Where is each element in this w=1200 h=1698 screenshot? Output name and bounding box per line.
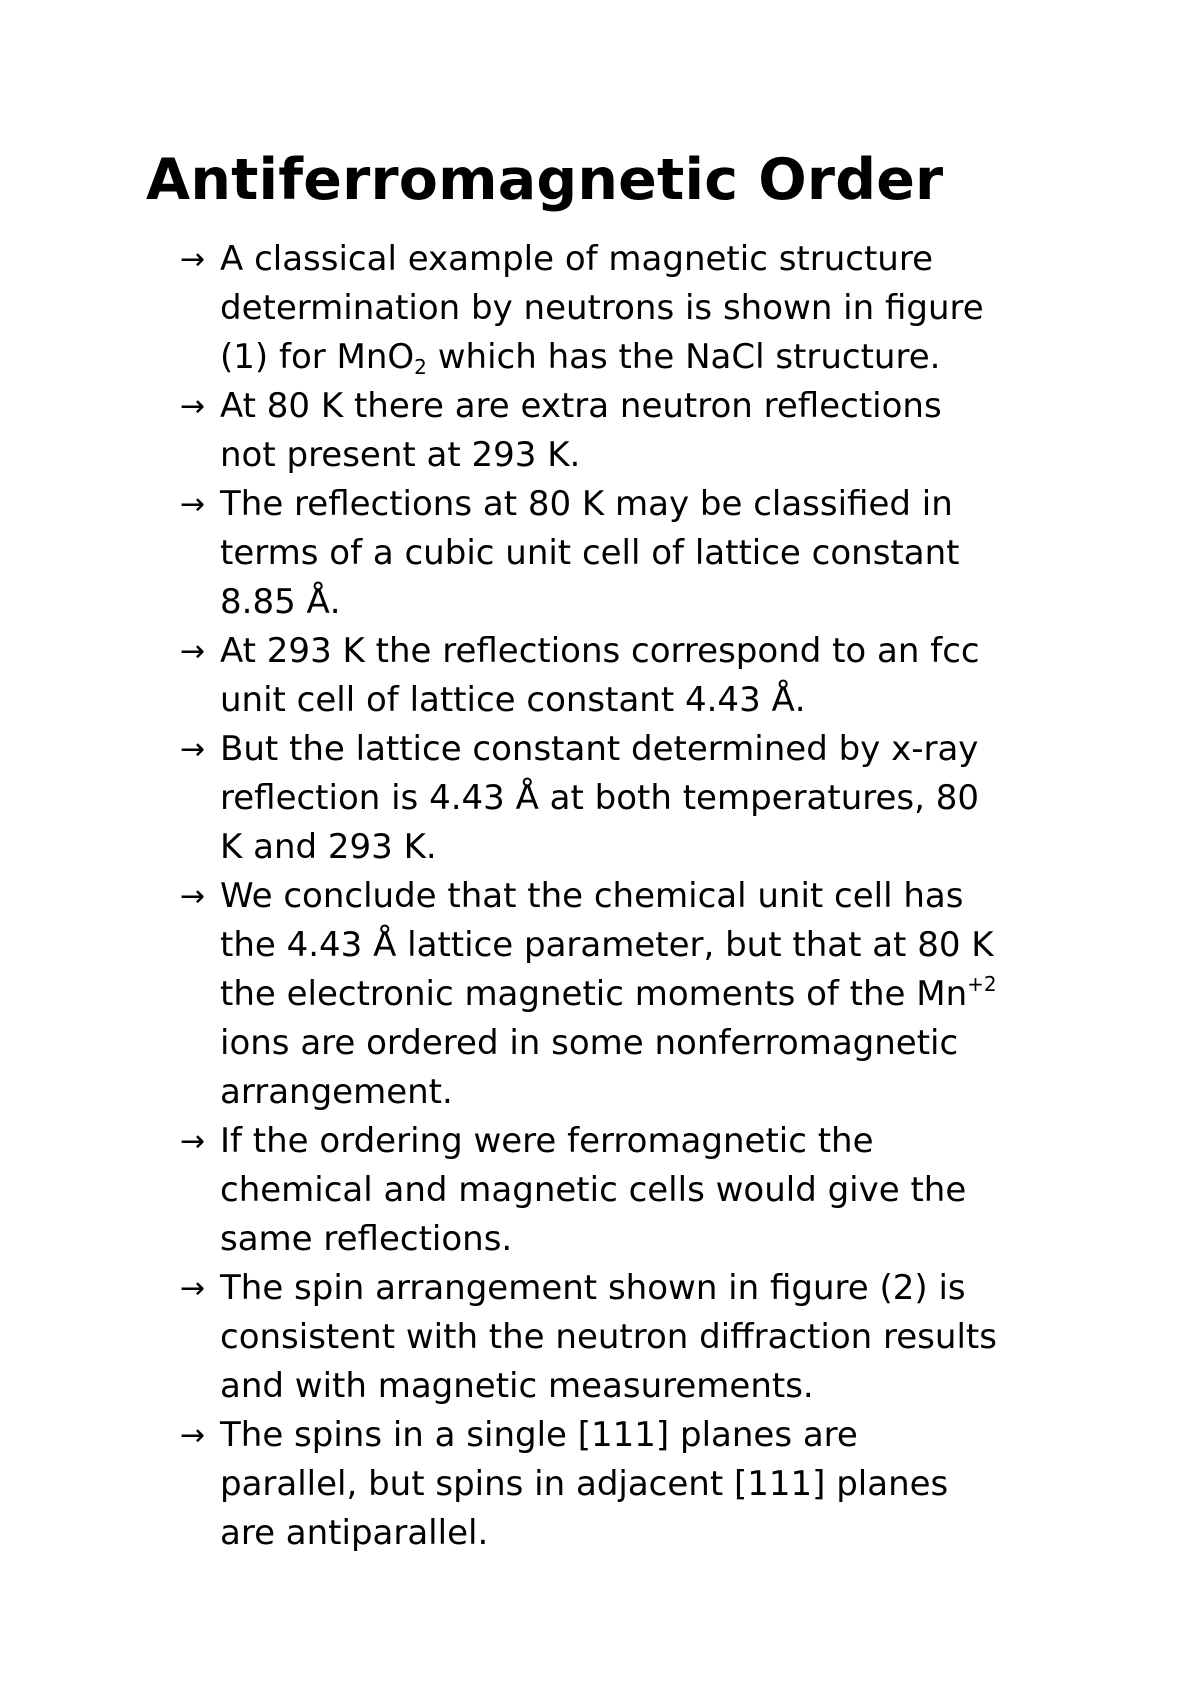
bullet-item [180, 1264, 1080, 1411]
bullet-line: 8.85 Å. [220, 582, 341, 622]
bullet-list [180, 235, 1080, 1558]
bullet-line: At 293 K the reflections correspond to an fcc [220, 631, 980, 671]
bullet-line: chemical and magnetic cells would give the [220, 1170, 967, 1210]
subscript: 2 [414, 355, 427, 379]
bullet-line: The reflections at 80 K may be classified in [220, 484, 953, 524]
text-segment: (1) for MnO [220, 337, 415, 377]
text-segment: which has the NaCl structure. [426, 337, 941, 377]
bullet-line: At 80 K there are extra neutron reflections [220, 386, 942, 426]
bullet-line: The spin arrangement shown in figure (2) is [220, 1268, 966, 1308]
bullet-line: the 4.43 Å lattice parameter, but that at 80 K [220, 925, 994, 965]
bullet-item [180, 480, 1080, 627]
superscript: +2 [967, 972, 997, 996]
text-segment: the electronic magnetic moments of the Mn [220, 974, 968, 1014]
bullet-line [220, 970, 1080, 1019]
bullet-item [180, 382, 1080, 480]
bullet-line: reflection is 4.43 Å at both temperatures, 80 [220, 778, 980, 818]
right-arrow-icon: → [180, 1418, 206, 1453]
bullet-item [180, 235, 1080, 382]
bullet-line: determination by neutrons is shown in figure [220, 288, 984, 328]
right-arrow-icon: → [180, 1271, 206, 1306]
bullet-item [180, 725, 1080, 872]
page-title: Antiferromagnetic Order [146, 147, 944, 213]
bullet-line [220, 333, 1080, 382]
right-arrow-icon: → [180, 879, 206, 914]
right-arrow-icon: → [180, 1124, 206, 1159]
right-arrow-icon: → [180, 634, 206, 669]
bullet-item [180, 1411, 1080, 1558]
bullet-line: A classical example of magnetic structure [220, 239, 934, 279]
bullet-line: are antiparallel. [220, 1513, 489, 1553]
bullet-line: arrangement. [220, 1072, 453, 1112]
right-arrow-icon: → [180, 487, 206, 522]
bullet-line: If the ordering were ferromagnetic the [220, 1121, 874, 1161]
bullet-line: We conclude that the chemical unit cell has [220, 876, 964, 916]
bullet-line: and with magnetic measurements. [220, 1366, 814, 1406]
bullet-item [180, 1117, 1080, 1264]
right-arrow-icon: → [180, 242, 206, 277]
bullet-line: terms of a cubic unit cell of lattice constant [220, 533, 960, 573]
bullet-line: ions are ordered in some nonferromagnetic [220, 1023, 959, 1063]
bullet-line: not present at 293 K. [220, 435, 581, 475]
bullet-line: But the lattice constant determined by x-ray [220, 729, 979, 769]
bullet-line: consistent with the neutron diffraction results [220, 1317, 997, 1357]
bullet-line: same reflections. [220, 1219, 513, 1259]
bullet-line: The spins in a single [111] planes are [220, 1415, 858, 1455]
bullet-line: parallel, but spins in adjacent [111] planes [220, 1464, 949, 1504]
bullet-line: unit cell of lattice constant 4.43 Å. [220, 680, 806, 720]
right-arrow-icon: → [180, 389, 206, 424]
right-arrow-icon: → [180, 732, 206, 767]
bullet-line: K and 293 K. [220, 827, 437, 867]
bullet-item [180, 872, 1080, 1117]
bullet-item [180, 627, 1080, 725]
